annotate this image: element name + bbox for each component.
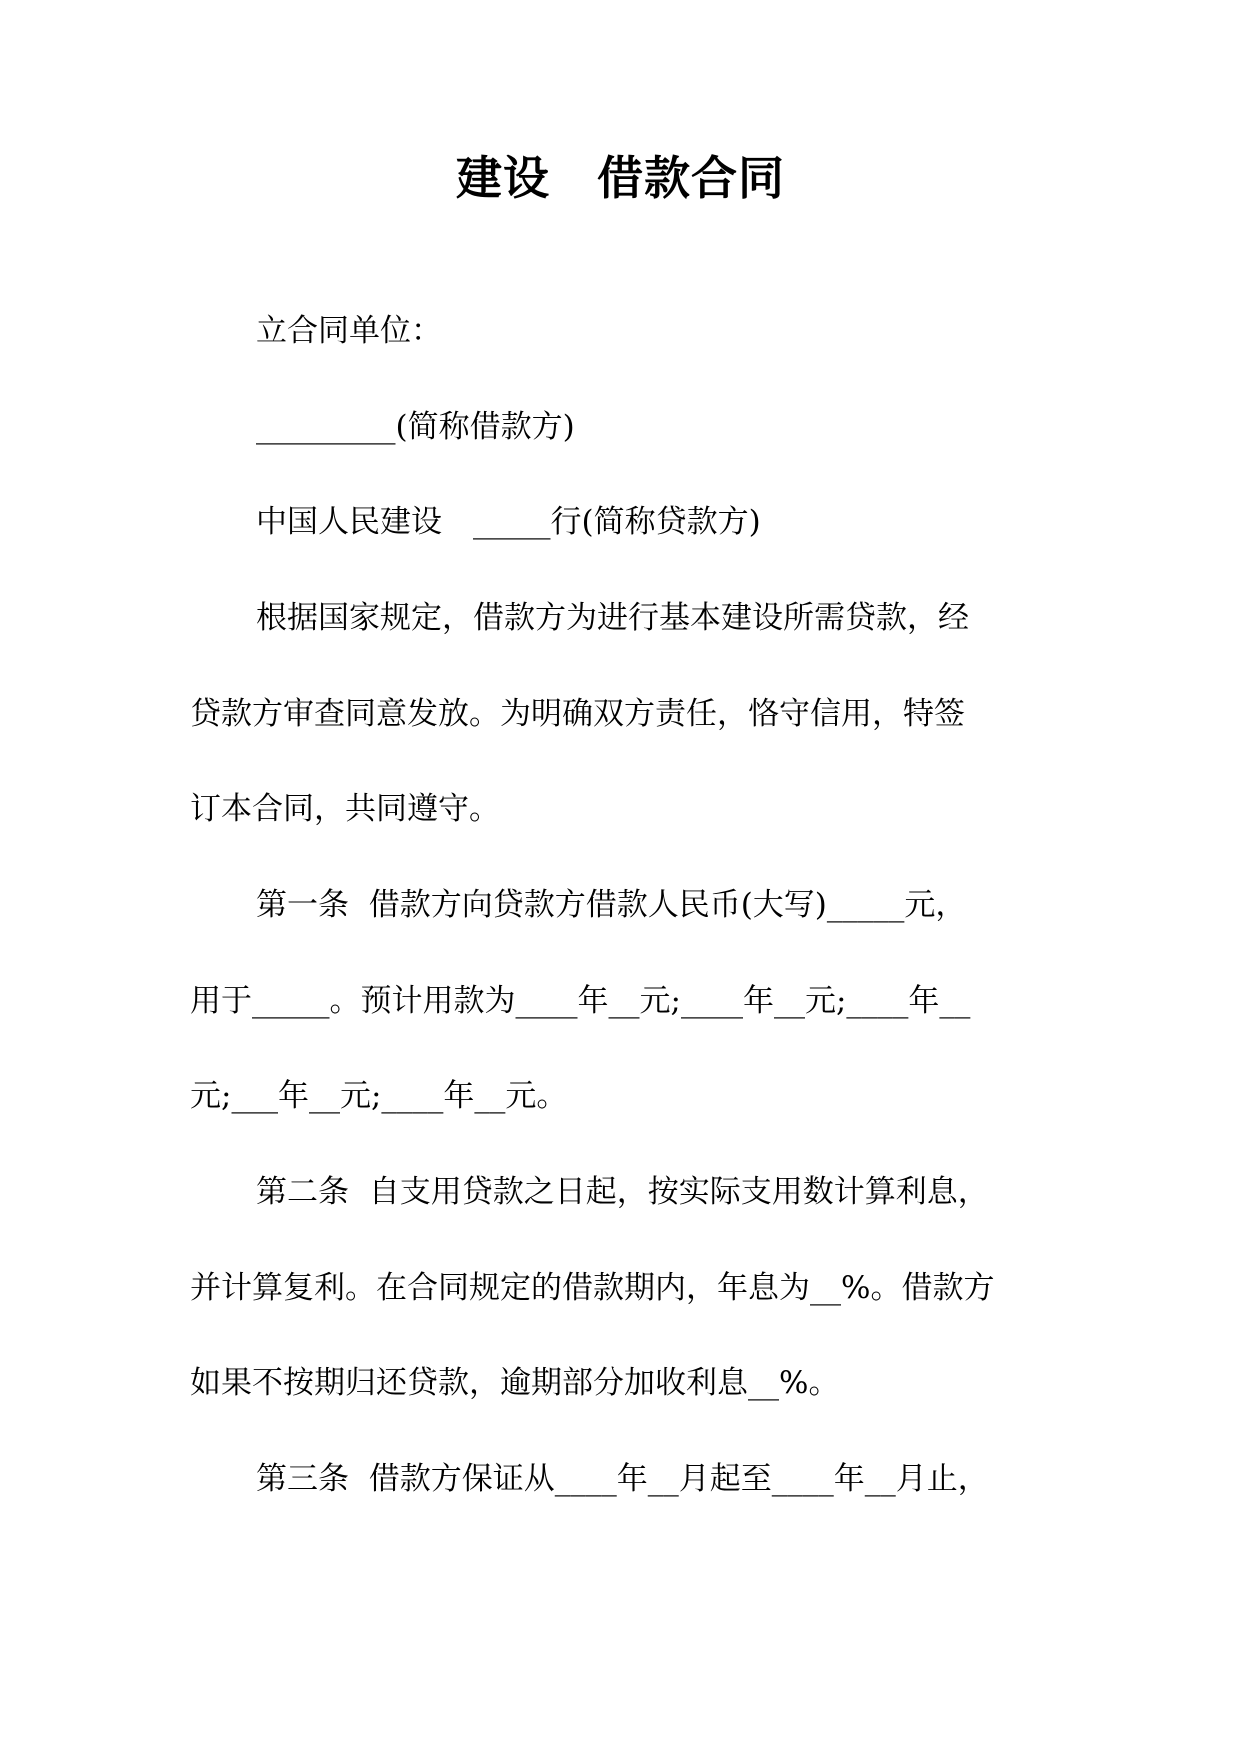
article-2-line-2: 并计算复利。在合同规定的借款期内，年息为__%。借款方: [190, 1270, 995, 1306]
article-2-line-3: 如果不按期归还贷款，逾期部分加收利息__%。: [190, 1365, 840, 1401]
article-3-line-1: 第三条 借款方保证从____年__月起至____年__月止，: [256, 1461, 989, 1497]
borrower-line: _________(简称借款方): [256, 409, 575, 445]
article-1-line-2: 用于_____。预计用款为____年__元;____年__元;____年__: [190, 983, 971, 1019]
article-2-line-1: 第二条 自支用贷款之日起，按实际支用数计算利息，: [256, 1174, 989, 1210]
article-1-line-1: 第一条 借款方向贷款方借款人民币(大写)_____元，: [256, 887, 967, 923]
contracting-parties-label: 立合同单位：: [256, 313, 442, 349]
article-1-line-3: 元;___年__元;____年__元。: [190, 1078, 568, 1114]
preamble-line-3: 订本合同，共同遵守。: [190, 791, 500, 827]
contract-title: 建设 借款合同: [456, 151, 785, 205]
preamble-line-1: 根据国家规定，借款方为进行基本建设所需贷款，经: [256, 600, 969, 636]
preamble-line-2: 贷款方审查同意发放。为明确双方责任，恪守信用，特签: [190, 696, 965, 732]
lender-line: 中国人民建设 _____行(简称贷款方): [256, 504, 761, 540]
